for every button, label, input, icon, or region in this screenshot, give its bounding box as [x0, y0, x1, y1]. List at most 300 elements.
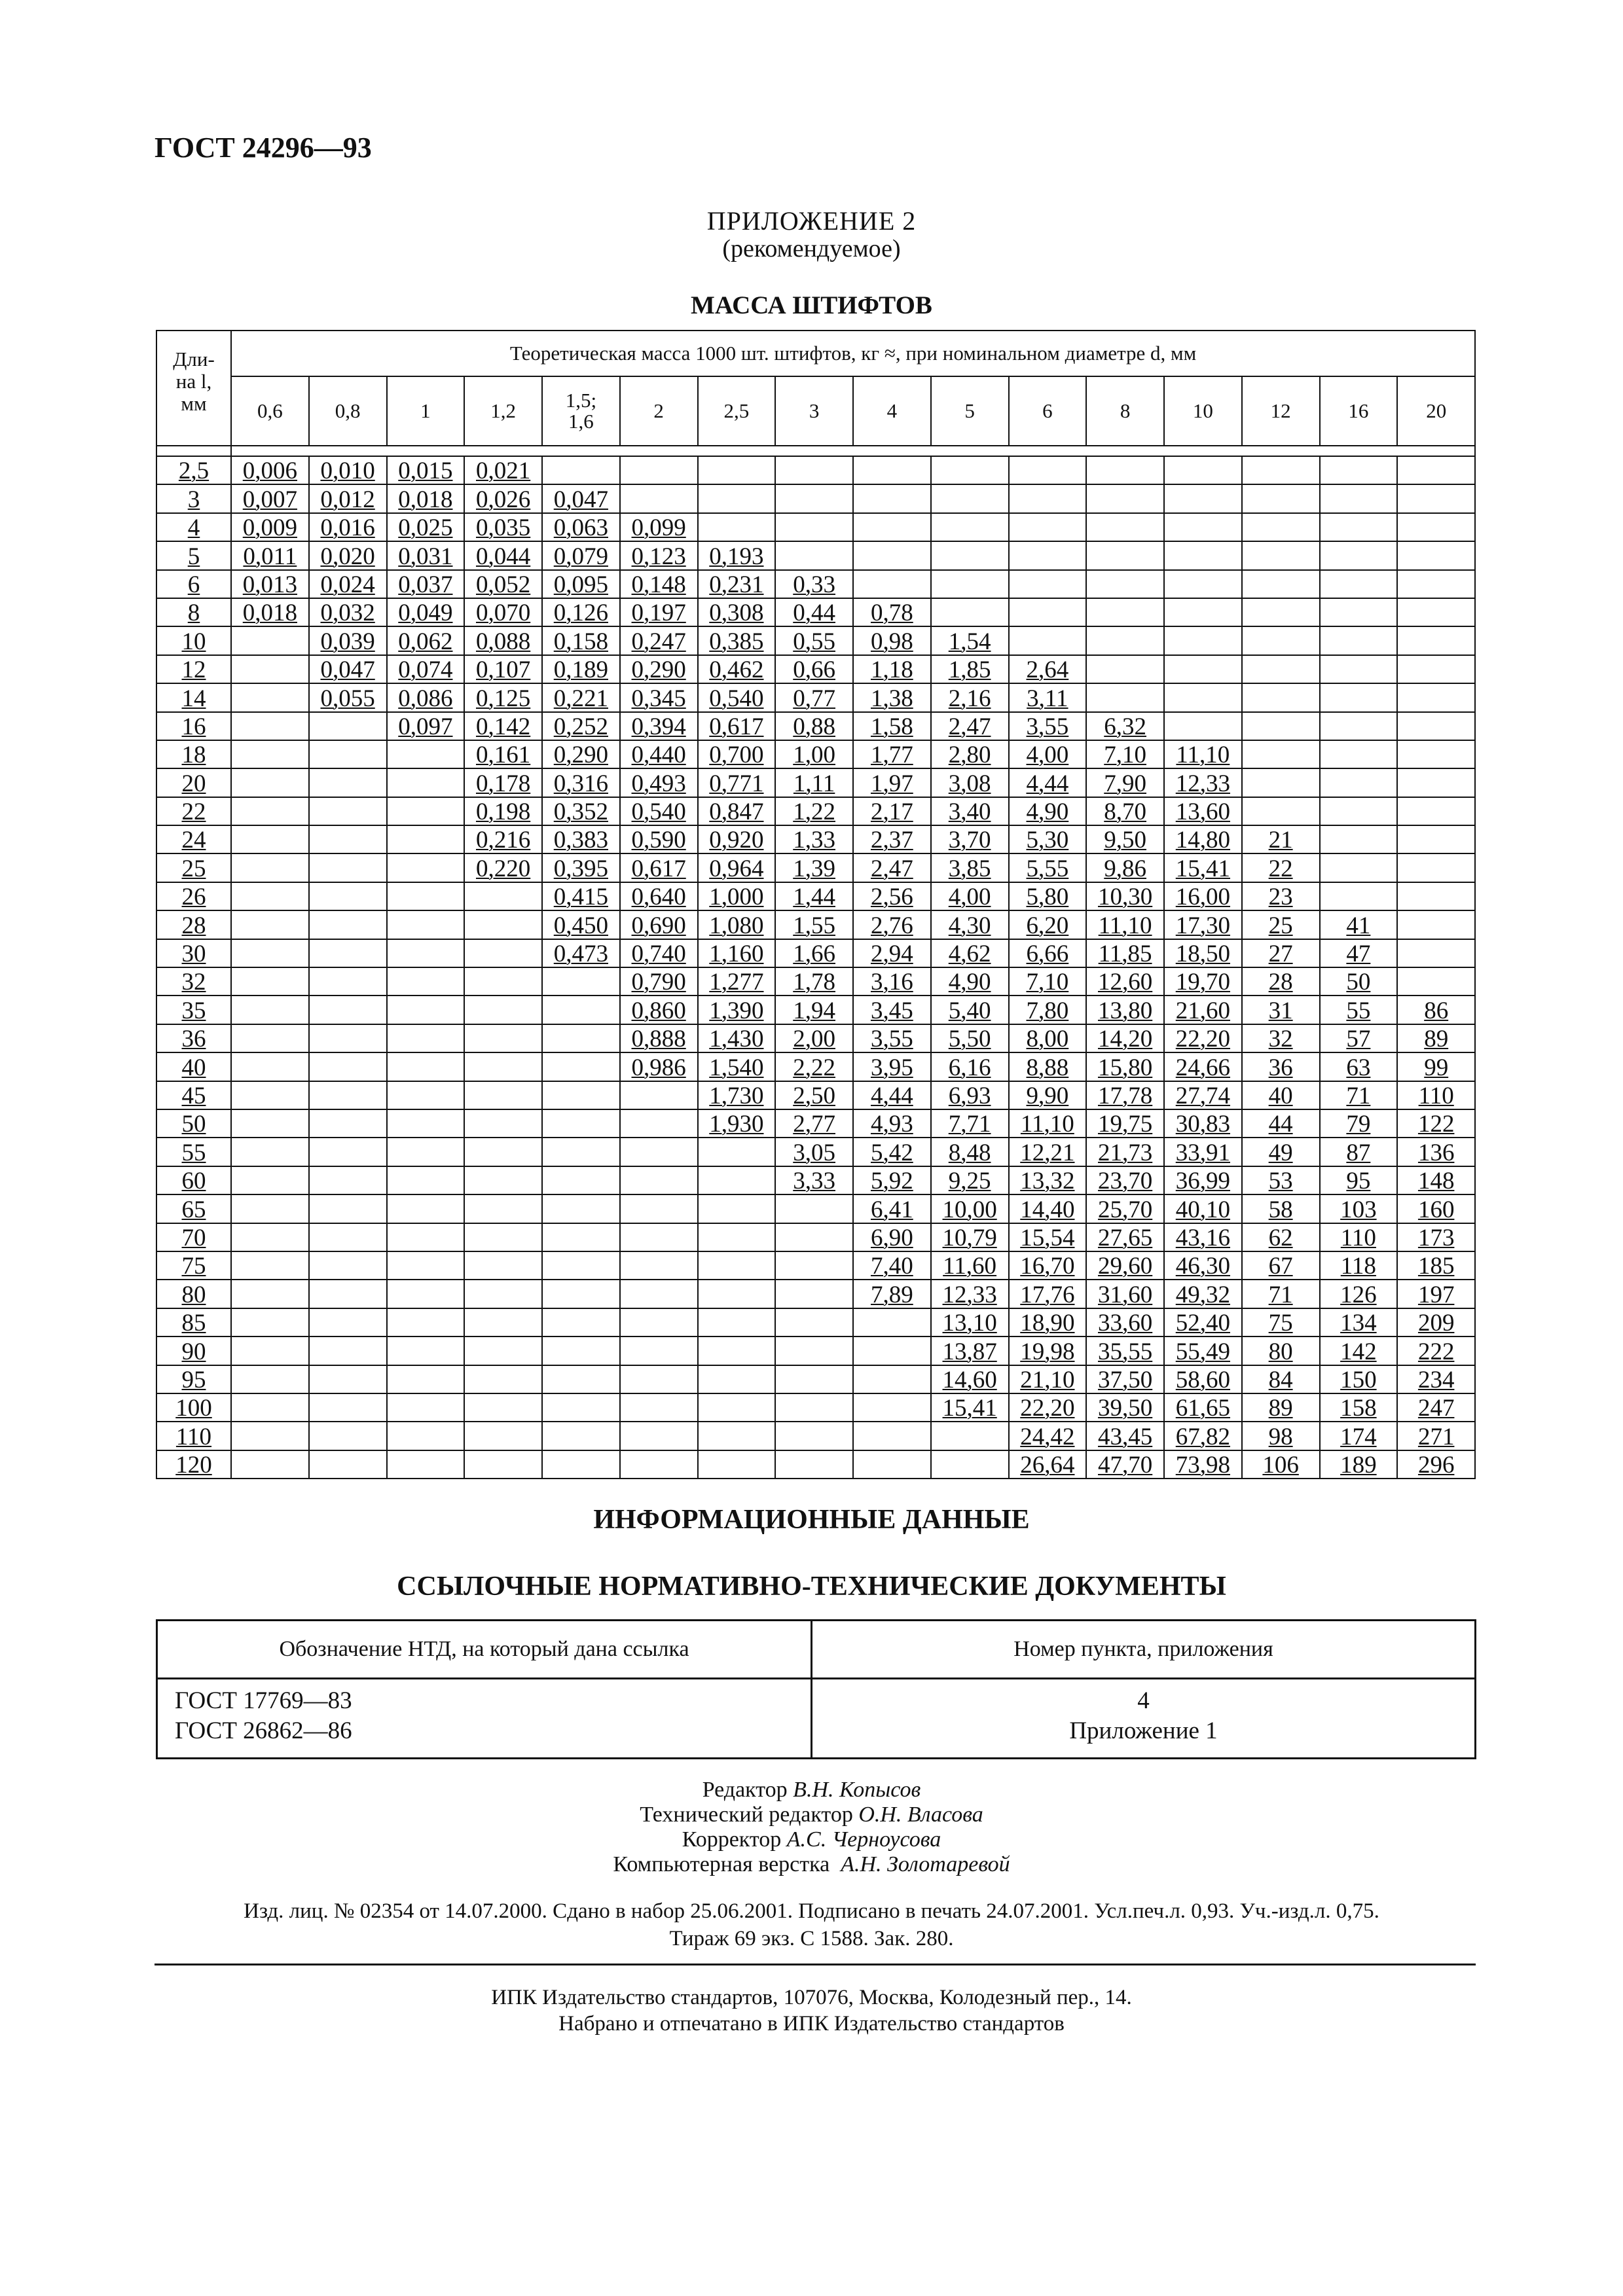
mass-cell — [387, 910, 465, 939]
mass-cell — [853, 1308, 931, 1336]
mass-cell: 1,94 — [775, 996, 853, 1024]
mass-cell: 0,860 — [620, 996, 698, 1024]
mass-cell: 142 — [1320, 1336, 1398, 1365]
mass-cell — [231, 939, 309, 967]
mass-cell — [698, 1194, 776, 1223]
length-cell: 18 — [156, 740, 231, 768]
mass-cell: 30,83 — [1164, 1109, 1242, 1138]
mass-cell: 3,11 — [1009, 683, 1087, 711]
mass-cell — [1242, 683, 1320, 711]
mass-cell: 0,847 — [698, 797, 776, 825]
mass-cell: 6,93 — [931, 1081, 1009, 1109]
mass-cell — [387, 1166, 465, 1194]
mass-cell: 98 — [1242, 1422, 1320, 1450]
mass-cell: 0,78 — [853, 598, 931, 626]
mass-cell — [775, 484, 853, 512]
mass-cell — [542, 1251, 620, 1280]
mass-cell — [1164, 541, 1242, 569]
mass-cell — [387, 740, 465, 768]
mass-cell: 0,031 — [387, 541, 465, 569]
mass-cell — [464, 910, 542, 939]
mass-cell — [387, 797, 465, 825]
mass-cell: 5,55 — [1009, 853, 1087, 882]
mass-cell — [853, 1365, 931, 1393]
mass-cell — [387, 768, 465, 797]
mass-cell: 3,33 — [775, 1166, 853, 1194]
mass-cell: 2,47 — [931, 712, 1009, 740]
mass-cell: 0,088 — [464, 626, 542, 655]
mass-cell — [309, 1251, 387, 1280]
mass-cell — [387, 1336, 465, 1365]
mass-cell: 27,65 — [1086, 1223, 1164, 1251]
mass-cell: 53 — [1242, 1166, 1320, 1194]
mass-cell — [1242, 541, 1320, 569]
diameter-header: 4 — [853, 376, 931, 446]
mass-cell — [931, 541, 1009, 569]
mass-cell: 0,352 — [542, 797, 620, 825]
mass-cell — [387, 1251, 465, 1280]
mass-cell: 58 — [1242, 1194, 1320, 1223]
mass-cell: 14,80 — [1164, 825, 1242, 853]
mass-cell — [387, 1024, 465, 1052]
mass-cell: 0,44 — [775, 598, 853, 626]
mass-cell — [1320, 683, 1398, 711]
mass-cell: 0,125 — [464, 683, 542, 711]
length-cell: 26 — [156, 882, 231, 910]
mass-cell: 15,41 — [1164, 853, 1242, 882]
mass-cell — [1086, 513, 1164, 541]
table-row — [156, 1109, 1475, 1138]
table-row — [156, 797, 1475, 825]
publisher-address: ИПК Издательство стандартов, 107076, Москва, Колодезный пер., 14. — [491, 1986, 1132, 2009]
tech-editor-label: Технический редактор — [640, 1803, 853, 1827]
diameter-header: 8 — [1086, 376, 1164, 446]
mass-cell — [1320, 541, 1398, 569]
mass-cell: 1,38 — [853, 683, 931, 711]
mass-cell — [309, 882, 387, 910]
mass-cell — [1320, 513, 1398, 541]
mass-cell: 89 — [1242, 1393, 1320, 1422]
mass-cell: 32 — [1242, 1024, 1320, 1052]
mass-cell: 3,16 — [853, 967, 931, 996]
mass-cell: 13,10 — [931, 1308, 1009, 1336]
mass-cell: 0,197 — [620, 598, 698, 626]
mass-cell — [1242, 484, 1320, 512]
mass-cell: 11,10 — [1009, 1109, 1087, 1138]
mass-cell: 4,00 — [931, 882, 1009, 910]
mass-cell: 5,42 — [853, 1138, 931, 1166]
mass-cell — [309, 910, 387, 939]
mass-cell: 52,40 — [1164, 1308, 1242, 1336]
mass-cell — [931, 1422, 1009, 1450]
mass-cell: 14,60 — [931, 1365, 1009, 1393]
mass-cell: 17,30 — [1164, 910, 1242, 939]
length-cell: 6 — [156, 570, 231, 598]
mass-cell: 2,16 — [931, 683, 1009, 711]
mass-cell: 57 — [1320, 1024, 1398, 1052]
length-cell: 70 — [156, 1223, 231, 1251]
mass-cell: 9,50 — [1086, 825, 1164, 853]
mass-cell — [231, 797, 309, 825]
mass-cell — [464, 1109, 542, 1138]
mass-cell — [1397, 484, 1475, 512]
appendix-label: ПРИЛОЖЕНИЕ 2 — [706, 206, 917, 236]
mass-cell — [698, 513, 776, 541]
mass-cell: 0,070 — [464, 598, 542, 626]
mass-cell: 15,41 — [931, 1393, 1009, 1422]
mass-cell — [1242, 570, 1320, 598]
mass-cell — [464, 939, 542, 967]
mass-cell: 6,20 — [1009, 910, 1087, 939]
length-cell: 10 — [156, 626, 231, 655]
mass-cell — [309, 1365, 387, 1393]
document-code: ГОСТ 24296—93 — [155, 132, 372, 164]
mass-cell: 16,00 — [1164, 882, 1242, 910]
mass-cell — [231, 853, 309, 882]
mass-cell: 0,700 — [698, 740, 776, 768]
mass-cell: 0,011 — [231, 541, 309, 569]
mass-cell: 12,33 — [1164, 768, 1242, 797]
publisher-note: Набрано и отпечатано в ИПК Издательство стандартов — [558, 2012, 1065, 2036]
mass-cell: 46,30 — [1164, 1251, 1242, 1280]
mass-cell: 0,690 — [620, 910, 698, 939]
mass-cell — [698, 1422, 776, 1450]
mass-cell: 17,78 — [1086, 1081, 1164, 1109]
mass-cell — [231, 626, 309, 655]
mass-cell: 0,540 — [698, 683, 776, 711]
mass-cell: 234 — [1397, 1365, 1475, 1393]
mass-cell — [309, 1194, 387, 1223]
mass-cell — [231, 882, 309, 910]
mass-cell: 0,385 — [698, 626, 776, 655]
mass-cell: 0,055 — [309, 683, 387, 711]
mass-cell — [387, 882, 465, 910]
mass-cell — [464, 1365, 542, 1393]
mass-cell — [464, 1081, 542, 1109]
mass-cell: 67 — [1242, 1251, 1320, 1280]
mass-cell: 0,986 — [620, 1052, 698, 1081]
mass-cell — [464, 996, 542, 1024]
mass-cell: 33,60 — [1086, 1308, 1164, 1336]
mass-cell: 0,383 — [542, 825, 620, 853]
length-header-line-3: мм — [181, 392, 207, 415]
length-cell: 100 — [156, 1393, 231, 1422]
mass-cell — [698, 1393, 776, 1422]
mass-cell — [387, 853, 465, 882]
mass-cell — [620, 1081, 698, 1109]
mass-cell — [309, 768, 387, 797]
mass-cell — [1397, 570, 1475, 598]
mass-cell: 1,11 — [775, 768, 853, 797]
table-row — [156, 1280, 1475, 1308]
mass-cell — [464, 1052, 542, 1081]
mass-cell: 55,49 — [1164, 1336, 1242, 1365]
mass-cell — [231, 1052, 309, 1081]
footer-divider — [155, 1964, 1476, 1965]
mass-cell: 173 — [1397, 1223, 1475, 1251]
mass-cell: 19,70 — [1164, 967, 1242, 996]
tech-editor-name: О.Н. Власова — [858, 1803, 983, 1827]
mass-cell: 10,30 — [1086, 882, 1164, 910]
mass-cell: 0,126 — [542, 598, 620, 626]
corrector-line — [0, 1827, 1623, 1852]
mass-cell — [387, 1194, 465, 1223]
mass-cell — [464, 1336, 542, 1365]
mass-cell: 31,60 — [1086, 1280, 1164, 1308]
length-header-line-1: Дли- — [173, 348, 215, 370]
mass-cell: 148 — [1397, 1166, 1475, 1194]
mass-cell — [1164, 712, 1242, 740]
table-row — [156, 768, 1475, 797]
mass-cell: 24,42 — [1009, 1422, 1087, 1450]
length-cell: 40 — [156, 1052, 231, 1081]
mass-cell — [620, 1336, 698, 1365]
mass-cell: 103 — [1320, 1194, 1398, 1223]
mass-cell: 0,415 — [542, 882, 620, 910]
mass-cell — [1242, 626, 1320, 655]
mass-cell: 174 — [1320, 1422, 1398, 1450]
mass-cell: 4,00 — [1009, 740, 1087, 768]
mass-cell: 158 — [1320, 1393, 1398, 1422]
diameter-header: 1 — [387, 376, 465, 446]
table-row — [156, 1251, 1475, 1280]
mass-cell: 3,55 — [1009, 712, 1087, 740]
mass-cell: 58,60 — [1164, 1365, 1242, 1393]
mass-cell: 1,080 — [698, 910, 776, 939]
mass-cell — [464, 882, 542, 910]
mass-cell: 0,308 — [698, 598, 776, 626]
mass-cell: 1,66 — [775, 939, 853, 967]
mass-cell: 0,024 — [309, 570, 387, 598]
mass-cell: 0,440 — [620, 740, 698, 768]
mass-cell — [775, 1251, 853, 1280]
mass-cell — [620, 1393, 698, 1422]
mass-cell: 18,90 — [1009, 1308, 1087, 1336]
mass-cell — [1242, 797, 1320, 825]
table-row — [156, 825, 1475, 853]
mass-cell: 0,493 — [620, 768, 698, 797]
mass-cell: 0,052 — [464, 570, 542, 598]
info-section-title: ИНФОРМАЦИОННЫЕ ДАННЫЕ — [593, 1505, 1030, 1535]
mass-cell: 1,44 — [775, 882, 853, 910]
mass-cell: 1,58 — [853, 712, 931, 740]
mass-cell: 49,32 — [1164, 1280, 1242, 1308]
mass-cell — [775, 541, 853, 569]
table-row — [156, 1422, 1475, 1450]
mass-cell: 0,316 — [542, 768, 620, 797]
mass-cell: 0,33 — [775, 570, 853, 598]
mass-cell — [231, 1450, 309, 1479]
mass-cell — [387, 1280, 465, 1308]
mass-cell: 0,039 — [309, 626, 387, 655]
mass-cell: 0,98 — [853, 626, 931, 655]
mass-cell — [1397, 768, 1475, 797]
mass-cell — [309, 1052, 387, 1081]
mass-cell: 73,98 — [1164, 1450, 1242, 1479]
mass-cell — [542, 456, 620, 484]
mass-cell — [1086, 655, 1164, 683]
layout-line — [0, 1852, 1623, 1877]
mass-cell — [231, 1081, 309, 1109]
mass-cell: 19,75 — [1086, 1109, 1164, 1138]
table-row — [156, 513, 1475, 541]
mass-cell — [1397, 712, 1475, 740]
mass-cell: 6,16 — [931, 1052, 1009, 1081]
mass-cell: 0,888 — [620, 1024, 698, 1052]
mass-cell — [1320, 598, 1398, 626]
table-row — [156, 683, 1475, 711]
mass-cell — [931, 570, 1009, 598]
mass-cell — [620, 1422, 698, 1450]
mass-cell — [775, 1422, 853, 1450]
references-title: ССЫЛОЧНЫЕ НОРМАТИВНО-ТЕХНИЧЕСКИЕ ДОКУМЕНТЫ — [397, 1571, 1226, 1602]
mass-cell — [620, 1223, 698, 1251]
mass-cell: 0,231 — [698, 570, 776, 598]
mass-cell: 0,016 — [309, 513, 387, 541]
mass-cell: 0,037 — [387, 570, 465, 598]
mass-cell: 1,33 — [775, 825, 853, 853]
mass-cell: 1,55 — [775, 910, 853, 939]
mass-cell — [1320, 853, 1398, 882]
mass-cell — [775, 1336, 853, 1365]
mass-cell: 2,47 — [853, 853, 931, 882]
mass-cell: 0,074 — [387, 655, 465, 683]
length-cell: 60 — [156, 1166, 231, 1194]
mass-cell: 1,54 — [931, 626, 1009, 655]
mass-cell: 15,54 — [1009, 1223, 1087, 1251]
mass-cell: 21,10 — [1009, 1365, 1087, 1393]
mass-cell — [231, 967, 309, 996]
mass-cell — [387, 1223, 465, 1251]
mass-cell: 7,10 — [1009, 967, 1087, 996]
mass-cell — [1009, 626, 1087, 655]
mass-cell: 4,44 — [853, 1081, 931, 1109]
mass-cell — [698, 1251, 776, 1280]
mass-cell — [387, 1450, 465, 1479]
mass-cell: 4,30 — [931, 910, 1009, 939]
mass-cell — [1164, 626, 1242, 655]
mass-cell — [775, 1194, 853, 1223]
mass-cell: 13,60 — [1164, 797, 1242, 825]
mass-cell — [387, 1109, 465, 1138]
mass-cell: 0,063 — [542, 513, 620, 541]
ref-doc-cell — [157, 1679, 812, 1759]
mass-cell — [309, 1336, 387, 1365]
mass-cell — [1164, 683, 1242, 711]
mass-cell — [231, 712, 309, 740]
mass-cell — [542, 1052, 620, 1081]
references-table — [156, 1619, 1476, 1759]
mass-cell: 2,17 — [853, 797, 931, 825]
mass-cell — [1320, 570, 1398, 598]
mass-cell — [309, 1422, 387, 1450]
mass-cell: 110 — [1320, 1223, 1398, 1251]
mass-cell — [387, 1138, 465, 1166]
mass-cell: 0,345 — [620, 683, 698, 711]
mass-cell: 0,540 — [620, 797, 698, 825]
mass-cell: 37,50 — [1086, 1365, 1164, 1393]
mass-cell: 8,88 — [1009, 1052, 1087, 1081]
mass-cell: 0,617 — [698, 712, 776, 740]
length-cell: 55 — [156, 1138, 231, 1166]
mass-cell: 2,77 — [775, 1109, 853, 1138]
mass-cell — [1086, 598, 1164, 626]
ref-doc-header: Обозначение НТД, на который дана ссылка — [157, 1621, 812, 1679]
mass-cell — [775, 1308, 853, 1336]
mass-cell — [464, 1223, 542, 1251]
mass-cell: 0,015 — [387, 456, 465, 484]
mass-cell: 0,012 — [309, 484, 387, 512]
mass-cell — [542, 1166, 620, 1194]
mass-cell: 43,16 — [1164, 1223, 1242, 1251]
mass-cell — [542, 1450, 620, 1479]
mass-cell: 4,44 — [1009, 768, 1087, 797]
mass-cell: 118 — [1320, 1251, 1398, 1280]
mass-cell: 0,018 — [387, 484, 465, 512]
mass-cell — [464, 1194, 542, 1223]
mass-cell: 2,76 — [853, 910, 931, 939]
mass-cell — [1164, 484, 1242, 512]
mass-cell: 13,32 — [1009, 1166, 1087, 1194]
mass-cell — [464, 1393, 542, 1422]
ref-item-2: Приложение 1 — [1069, 1717, 1218, 1744]
mass-cell: 2,64 — [1009, 655, 1087, 683]
mass-cell — [620, 1450, 698, 1479]
mass-cell — [1397, 626, 1475, 655]
table-row — [156, 1365, 1475, 1393]
mass-cell — [1242, 513, 1320, 541]
mass-cell: 150 — [1320, 1365, 1398, 1393]
mass-cell: 0,007 — [231, 484, 309, 512]
length-cell: 80 — [156, 1280, 231, 1308]
mass-cell: 0,247 — [620, 626, 698, 655]
mass-cell: 0,740 — [620, 939, 698, 967]
mass-cell: 3,85 — [931, 853, 1009, 882]
table-row — [156, 1052, 1475, 1081]
mass-cell — [1242, 655, 1320, 683]
mass-cell: 0,032 — [309, 598, 387, 626]
mass-cell — [231, 683, 309, 711]
mass-cell: 49 — [1242, 1138, 1320, 1166]
mass-cell — [1086, 456, 1164, 484]
mass-cell: 4,93 — [853, 1109, 931, 1138]
mass-cell — [231, 1194, 309, 1223]
mass-cell: 0,086 — [387, 683, 465, 711]
mass-cell: 0,178 — [464, 768, 542, 797]
mass-cell: 14,20 — [1086, 1024, 1164, 1052]
mass-cell — [775, 1393, 853, 1422]
mass-cell — [698, 1308, 776, 1336]
mass-cell: 99 — [1397, 1052, 1475, 1081]
mass-cell: 136 — [1397, 1138, 1475, 1166]
mass-cell: 39,50 — [1086, 1393, 1164, 1422]
mass-cell: 1,730 — [698, 1081, 776, 1109]
mass-cell: 0,025 — [387, 513, 465, 541]
mass-cell: 0,221 — [542, 683, 620, 711]
mass-cell: 1,39 — [775, 853, 853, 882]
mass-cell: 10,00 — [931, 1194, 1009, 1223]
publishing-info: Изд. лиц. № 02354 от 14.07.2000. Сдано в набор 25.06.2001. Подписано в печать 24.07.2001. Усл.печ.л. 0,93. Уч.-изд.л. 0,75. — [244, 1899, 1379, 1923]
mass-cell — [775, 513, 853, 541]
mass-cell — [464, 967, 542, 996]
diameter-header-part: 1,5; — [565, 389, 597, 412]
mass-cell: 0,062 — [387, 626, 465, 655]
length-cell: 95 — [156, 1365, 231, 1393]
mass-cell — [1086, 570, 1164, 598]
editor-name: В.Н. Копысов — [793, 1778, 921, 1802]
mass-cell — [1320, 797, 1398, 825]
mass-cell: 1,390 — [698, 996, 776, 1024]
